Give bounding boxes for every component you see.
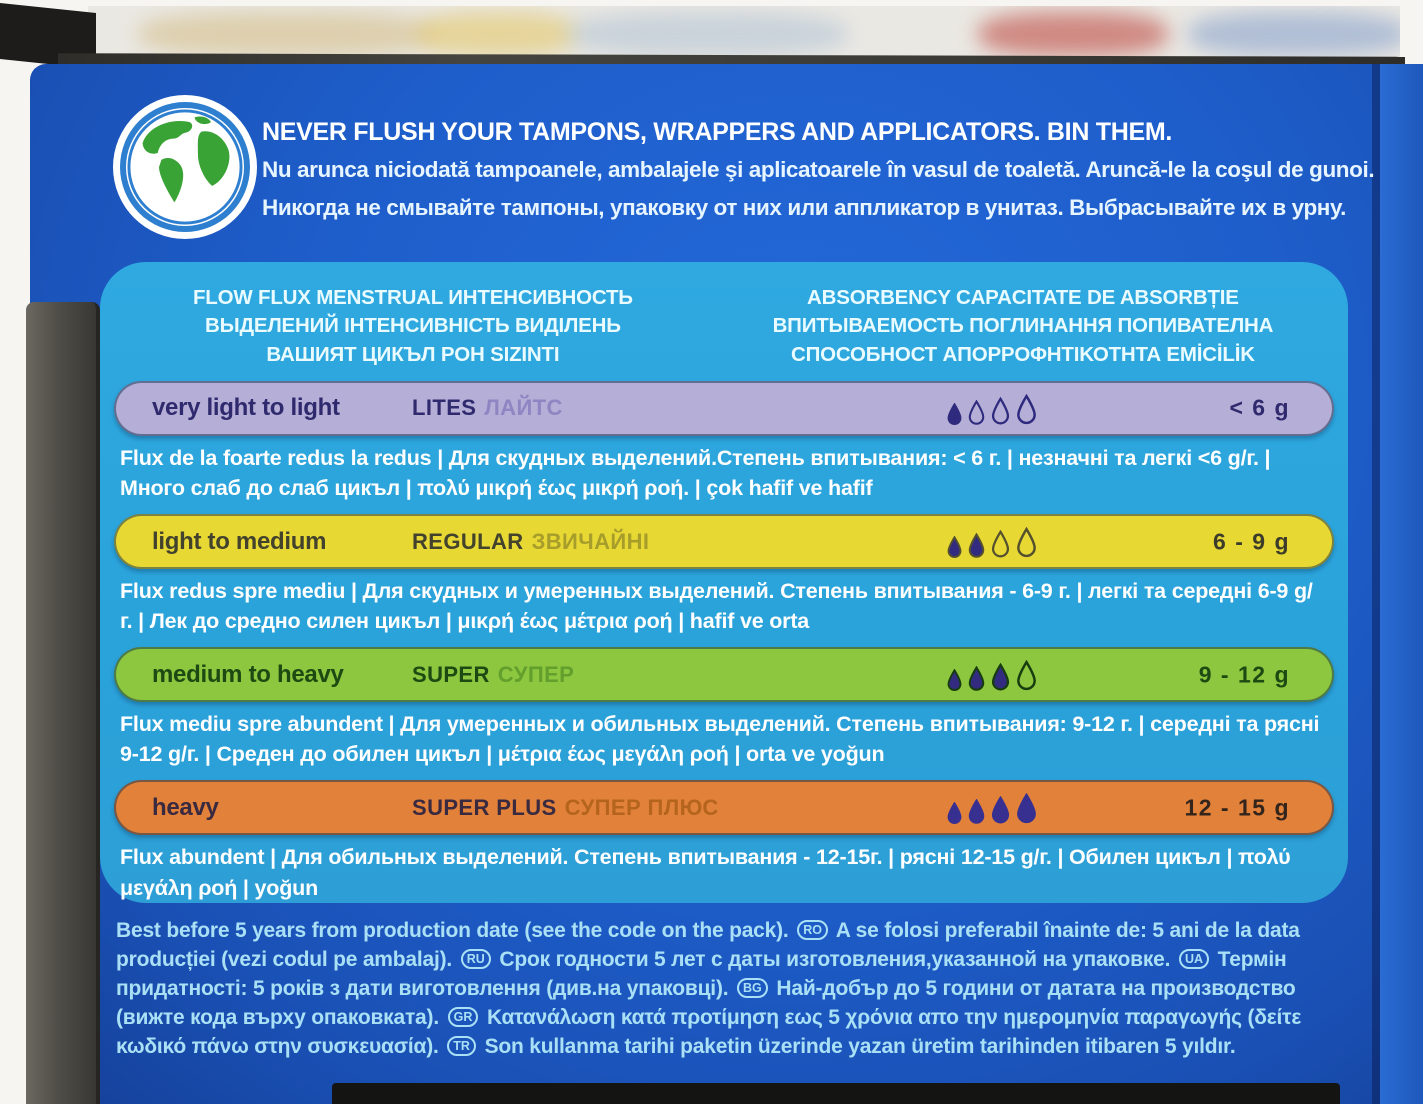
drop-icon [990, 663, 1011, 692]
absorbency-weight: 6 - 9 g [1213, 528, 1290, 555]
lang-badge-ru: RU [461, 949, 491, 969]
product-name-ru: СУПЕР ПЛЮС [564, 794, 719, 820]
flow-label: light to medium [152, 527, 327, 555]
absorbency-weight: < 6 g [1229, 394, 1290, 421]
lang-badge-ro: RO [797, 920, 828, 940]
drop-icon [967, 400, 986, 426]
drop-icon [1015, 527, 1038, 559]
product-name [412, 529, 649, 555]
drop-rating [944, 394, 1040, 426]
drop-icon [946, 802, 963, 825]
drop-icon [1015, 394, 1038, 426]
product-name-en: REGULAR [412, 528, 524, 554]
product-name-ru: ЗВИЧАЙНІ [531, 528, 650, 554]
lang-badge-ua: UA [1179, 949, 1209, 969]
product-name [412, 662, 574, 688]
box-left-flap [26, 302, 100, 1104]
product-name [412, 795, 719, 821]
lang-badge-bg: BG [737, 978, 768, 998]
absorbency-weight: 9 - 12 g [1198, 661, 1290, 688]
absorbency-table-panel [100, 262, 1348, 903]
product-name [412, 395, 563, 421]
product-name-en: LITES [412, 395, 477, 421]
row-band-super-plus [114, 780, 1334, 835]
best-before-text [116, 916, 1360, 1061]
product-name-en: SUPER [412, 661, 490, 687]
drop-icon [1015, 660, 1038, 692]
footer-text-segment: Best before 5 years from production date (see the code on the pack). [116, 919, 795, 942]
footer-text-segment: Κατανάλωση κατά προτίμηση εως 5 χρόνια απο την ημερομηνία παραγωγής (δείτε κωδικό πάνω στην συσκευασία). [116, 1006, 1302, 1058]
drop-rating [944, 527, 1040, 559]
blur-blob [978, 12, 1168, 56]
flow-column-header: FLOW FLUX MENSTRUAL ИНТЕНСИВНОСТЬ ВЫДЕЛЕНИЙ ІНТЕНСИВНІСТЬ ВИДІЛЕНЬ ВАШИЯТ ЦИКЪЛ ΡΟΗ SIZINTI [192, 286, 633, 366]
lang-badge-gr: GR [448, 1007, 479, 1027]
drop-rating [944, 660, 1040, 692]
flow-label: heavy [152, 793, 219, 821]
blur-blob [568, 12, 848, 56]
flow-label: medium to heavy [152, 660, 344, 688]
row-description: Flux mediu spre abundent | Для умеренных и обильных выделений. Степень впитывания: 9-12 г. | середні та рясні 9-12 g/г. | Среден до обилен цикъл | μέτρια έως μεγάλη ροή | orta ve yoğun [120, 712, 1320, 767]
row-description: Flux redus spre mediu | Для скудных и умеренных выделений. Степень впитывания - 6-9 г. | легкі та середні 6-9 g/г. | Лек до средно силен цикъл | μικρή έως μέτρια ροή | hafif ve orta [120, 579, 1313, 634]
drop-icon [990, 397, 1011, 426]
footer-text-segment: Най-добър до 5 години от датата на производство (вижте кода върху опаковката). [116, 977, 1296, 1029]
warning-line-ru: Никогда не смывайте тампоны, упаковку от них или аппликатор в унитаз. Выбрасывайте их в урну. [262, 195, 1346, 220]
row-band-lites [114, 381, 1334, 436]
blur-blob [418, 12, 578, 56]
drop-icon [946, 536, 963, 559]
warning-line-en: NEVER FLUSH YOUR TAMPONS, WRAPPERS AND APPLICATORS. BIN THEM. [262, 118, 1172, 146]
drop-icon [990, 530, 1011, 559]
warning-line-ro: Nu arunca niciodată tampoanele, ambalajele şi aplicatoarele în vasul de toaletă. Aruncă-le la coşul de gunoi. [262, 157, 1375, 182]
drop-icon [1015, 793, 1038, 825]
box-bottom-shadow [332, 1083, 1340, 1104]
drop-icon [967, 533, 986, 559]
drop-rating [944, 793, 1040, 825]
row-description: Flux abundent | Для обильных выделений. Степень впитывания - 12-15г. | рясні 12-15 g/г. | Обилен цикъл | πολύ μεγάλη ροή | yoğun [120, 845, 1291, 900]
box-right-side [1380, 64, 1423, 1104]
drop-icon [967, 666, 986, 692]
product-name-ru: ЛАЙТС [484, 395, 563, 421]
row-band-super [114, 647, 1334, 702]
product-name-en: SUPER PLUS [412, 794, 557, 820]
drop-icon [946, 403, 963, 426]
absorbency-weight: 12 - 15 g [1184, 794, 1290, 821]
drop-icon [990, 796, 1011, 825]
blur-blob [138, 12, 438, 56]
flow-label: very light to light [152, 394, 340, 422]
product-name-ru: СУПЕР [497, 661, 575, 687]
drop-icon [946, 669, 963, 692]
row-band-regular [114, 514, 1334, 569]
earth-globe-icon [126, 108, 244, 226]
footer-text-segment: Son kullanma tarihi paketin üzerinde yazan üretim tarihinden itibaren 5 yıldır. [478, 1035, 1236, 1058]
footer-text-segment: Термін придатності: 5 років з дати виготовлення (див.на упаковці). [116, 948, 1287, 1000]
flush-warning-block [112, 96, 1382, 233]
row-description: Flux de la foarte redus la redus | Для скудных выделений.Степень впитывания: < 6 г. | незначні та легкі <6 g/г. | Много слаб до слаб цикъл | πολύ μικρή έως μικρή ροή. | çok hafif ve hafif [120, 445, 1271, 500]
blur-blob [1188, 12, 1400, 56]
absorbency-column-header: ABSORBENCY CAPACITATE DE ABSORBȚIE ВПИТЫВАЕМОСТЬ ПОГЛИНАННЯ ПОПИВАТЕЛНА СПОСОБНОСТ ΑΠΟΡΡΟΦΗΤΙΚΟΤΗΤΑ EMİCİLİK [772, 286, 1274, 366]
warning-text [262, 96, 1382, 233]
drop-icon [967, 799, 986, 825]
footer-text-segment: A se folosi preferabil înainte de: 5 ani de la data producției (vezi codul pe ambalaj). [116, 919, 1300, 971]
table-headers [114, 284, 1334, 369]
footer-text-segment: Срок годности 5 лет с даты изготовления,указанной на упаковке. [493, 948, 1176, 971]
lang-badge-tr: TR [447, 1036, 476, 1056]
